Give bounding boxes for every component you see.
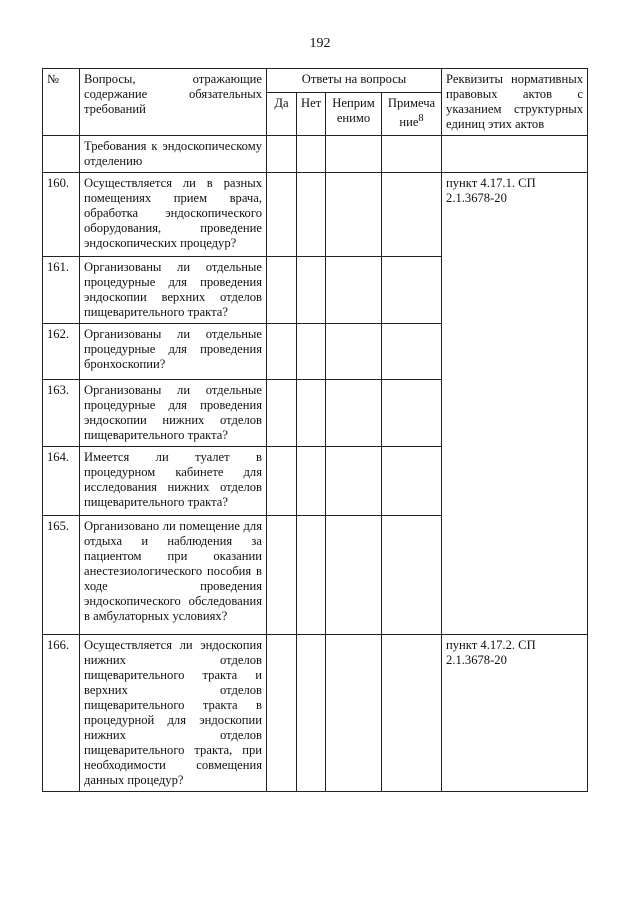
answer-na-cell[interactable] bbox=[326, 447, 382, 516]
table-row bbox=[43, 635, 588, 792]
row-number: 161. bbox=[43, 257, 80, 324]
row-question: Организованы ли отдельные процедурные для проведения эндоскопии верхних отделов пищеварительного тракта? bbox=[80, 257, 267, 324]
footnote-marker: 8 bbox=[418, 113, 424, 124]
answer-no-cell[interactable] bbox=[297, 257, 326, 324]
header-answer-yes: Да bbox=[267, 93, 297, 136]
answer-note-cell[interactable] bbox=[382, 380, 442, 447]
answer-na-cell[interactable] bbox=[326, 635, 382, 792]
row-number: 162. bbox=[43, 324, 80, 380]
header-answer-na: Неприм енимо bbox=[326, 93, 382, 136]
table-row bbox=[43, 173, 588, 257]
answer-note-cell[interactable] bbox=[382, 635, 442, 792]
row-reference: пункт 4.17.2. СП 2.1.3678-20 bbox=[442, 635, 588, 792]
row-question: Организованы ли отдельные процедурные для проведения эндоскопии нижних отделов пищеварительного тракта? bbox=[80, 380, 267, 447]
answer-na-cell[interactable] bbox=[326, 324, 382, 380]
row-question: Организовано ли помещение для отдыха и наблюдения за пациентом при оказании анестезиологического пособия в ходе проведения эндоскопического обследования в амбулаторных условиях? bbox=[80, 516, 267, 635]
row-number: 163. bbox=[43, 380, 80, 447]
answer-no-cell[interactable] bbox=[297, 173, 326, 257]
answer-yes-cell[interactable] bbox=[267, 380, 297, 447]
answer-na-cell[interactable] bbox=[326, 173, 382, 257]
answer-note-cell[interactable] bbox=[382, 257, 442, 324]
header-answers: Ответы на вопросы bbox=[267, 69, 442, 93]
answer-note-cell[interactable] bbox=[382, 324, 442, 380]
header-answer-note bbox=[382, 93, 442, 136]
row-number: 165. bbox=[43, 516, 80, 635]
answer-yes-cell[interactable] bbox=[267, 173, 297, 257]
answer-na-cell[interactable] bbox=[326, 380, 382, 447]
row-question: Осуществляется ли эндоскопия нижних отделов пищеварительного тракта и верхних отделов пищеварительного тракта в процедурной для эндоскопии нижних отделов пищеварительного тракта, при необходимости совмещения данных процедур? bbox=[80, 635, 267, 792]
answer-note-cell[interactable] bbox=[382, 516, 442, 635]
row-question: Осуществляется ли в разных помещениях прием врача, обработка эндоскопического оборудования, проведение эндоскопических процедур? bbox=[80, 173, 267, 257]
checklist-table bbox=[42, 68, 588, 792]
answer-na-cell[interactable] bbox=[326, 257, 382, 324]
row-number: 166. bbox=[43, 635, 80, 792]
row-number: 160. bbox=[43, 173, 80, 257]
header-requisites: Реквизиты нормативных правовых актов с указанием структурных единиц этих актов bbox=[442, 69, 588, 136]
answer-note-cell[interactable] bbox=[382, 173, 442, 257]
row-question: Организованы ли отдельные процедурные для проведения бронхоскопии? bbox=[80, 324, 267, 380]
answer-yes-cell[interactable] bbox=[267, 257, 297, 324]
answer-yes-cell[interactable] bbox=[267, 324, 297, 380]
section-title: Требования к эндоскопическому отделению bbox=[80, 136, 267, 173]
row-reference: пункт 4.17.1. СП 2.1.3678-20 bbox=[442, 173, 588, 635]
answer-na-cell[interactable] bbox=[326, 516, 382, 635]
header-questions: Вопросы, отражающие содержание обязательных требований bbox=[80, 69, 267, 136]
answer-yes-cell[interactable] bbox=[267, 447, 297, 516]
section-row bbox=[43, 136, 588, 173]
answer-no-cell[interactable] bbox=[297, 516, 326, 635]
answer-no-cell[interactable] bbox=[297, 380, 326, 447]
header-number: № bbox=[43, 69, 80, 136]
header-answer-no: Нет bbox=[297, 93, 326, 136]
page-number: 192 bbox=[309, 36, 331, 51]
answer-yes-cell[interactable] bbox=[267, 635, 297, 792]
answer-no-cell[interactable] bbox=[297, 447, 326, 516]
answer-no-cell[interactable] bbox=[297, 324, 326, 380]
row-question: Имеется ли туалет в процедурном кабинете для исследования нижних отделов пищеварительного тракта? bbox=[80, 447, 267, 516]
answer-note-cell[interactable] bbox=[382, 447, 442, 516]
answer-no-cell[interactable] bbox=[297, 635, 326, 792]
row-number: 164. bbox=[43, 447, 80, 516]
header-answer-note-text: Примеча ние bbox=[387, 96, 436, 130]
answer-yes-cell[interactable] bbox=[267, 516, 297, 635]
